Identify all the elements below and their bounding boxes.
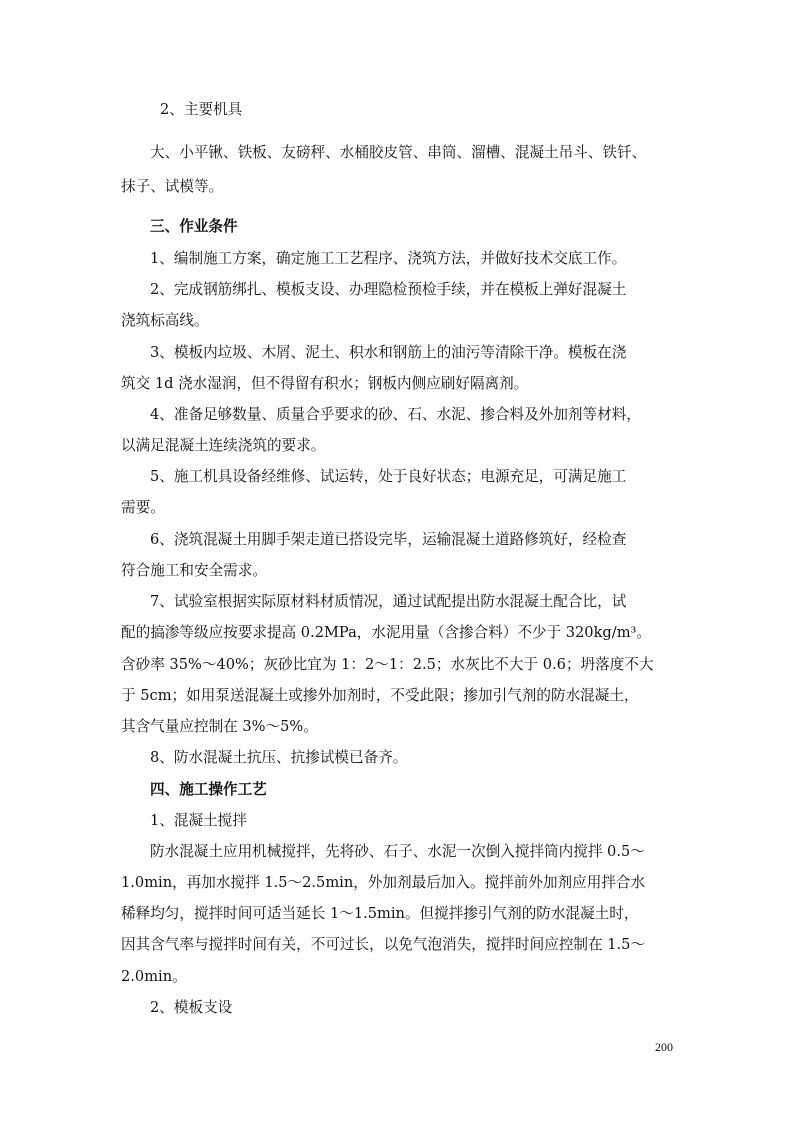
- condition-7-line-3: 含砂率 35%～40%；灰砂比宜为 1：2～1：2.5；水灰比不大于 0.6；坍落度不大: [121, 656, 654, 673]
- condition-7-line-2: 配的搞渗等级应按要求提高 0.2MPa，水泥用量（含掺合料）不少于 320kg/m³。: [121, 624, 651, 641]
- condition-5-line-2: 需要。: [121, 499, 165, 516]
- tools-heading: 2、主要机具: [160, 101, 243, 118]
- condition-2-line-1: 2、完成钢筋绑扎、模板支设、办理隐检预检手续，并在模板上弹好混凝土: [150, 281, 627, 298]
- condition-7-line-5: 其含气量应控制在 3%～5%。: [121, 718, 318, 735]
- tools-line-2: 抹子、试模等。: [121, 178, 224, 195]
- condition-8: 8、防水混凝土抗压、抗掺试模已备齐。: [150, 749, 408, 766]
- condition-6-line-1: 6、浇筑混凝土用脚手架走道已搭设完毕，运输混凝土道路修筑好，经检查: [150, 531, 627, 548]
- condition-7-line-4: 于 5cm；如用泵送混凝土或掺外加剂时，不受此限；掺加引气剂的防水混凝土，: [121, 687, 639, 704]
- condition-1: 1、编制施工方案，确定施工工艺程序、浇筑方法，并做好技术交底工作。: [150, 250, 627, 267]
- condition-3-line-2: 筑交 1d 浇水湿润，但不得留有积水；钢板内侧应刷好隔离剂。: [121, 375, 529, 392]
- condition-5-line-1: 5、施工机具设备经维修、试运转，处于良好状态；电源充足，可满足施工: [150, 468, 627, 485]
- procedure-2-title: 2、模板支设: [150, 999, 233, 1016]
- procedure-1-line-4: 因其含气率与搅拌时间有关，不可过长，以免气泡消失，搅拌时间应控制在 1.5～: [121, 936, 646, 953]
- procedure-1-line-1: 防水混凝土应用机械搅拌，先将砂、石子、水泥一次倒入搅拌筒内搅拌 0.5～: [150, 843, 645, 860]
- procedure-1-line-5: 2.0min。: [121, 968, 187, 985]
- condition-4-line-2: 以满足混凝土连续浇筑的要求。: [121, 437, 326, 454]
- condition-6-line-2: 符合施工和安全需求。: [121, 562, 267, 579]
- tools-line-1: 大、小平锹、铁板、友磅秤、水桶胶皮管、串筒、溜槽、混凝土吊斗、铁钎、: [150, 144, 647, 161]
- condition-4-line-1: 4、准备足够数量、质量合乎要求的砂、石、水泥、掺合料及外加剂等材料，: [150, 406, 641, 423]
- section-3-title: 三、作业条件: [150, 218, 238, 235]
- procedure-1-title: 1、混凝土搅拌: [150, 812, 247, 829]
- section-4-title: 四、施工操作工艺: [150, 781, 267, 798]
- procedure-1-line-2: 1.0min，再加水搅拌 1.5～2.5min，外加剂最后加入。搅拌前外加剂应用拌合水: [121, 874, 646, 891]
- page-number: 200: [655, 1040, 673, 1054]
- condition-2-line-2: 浇筑标高线。: [121, 312, 209, 329]
- procedure-1-line-3: 稀释均匀，搅拌时间可适当延长 1～1.5min。但搅拌掺引气剂的防水混凝土时，: [121, 905, 639, 922]
- condition-7-line-1: 7、试验室根据实际原材料材质情况，通过试配提出防水混凝土配合比，试: [150, 593, 627, 610]
- condition-3-line-1: 3、模板内垃圾、木屑、泥土、积水和钢筋上的油污等清除干净。模板在浇: [150, 344, 627, 361]
